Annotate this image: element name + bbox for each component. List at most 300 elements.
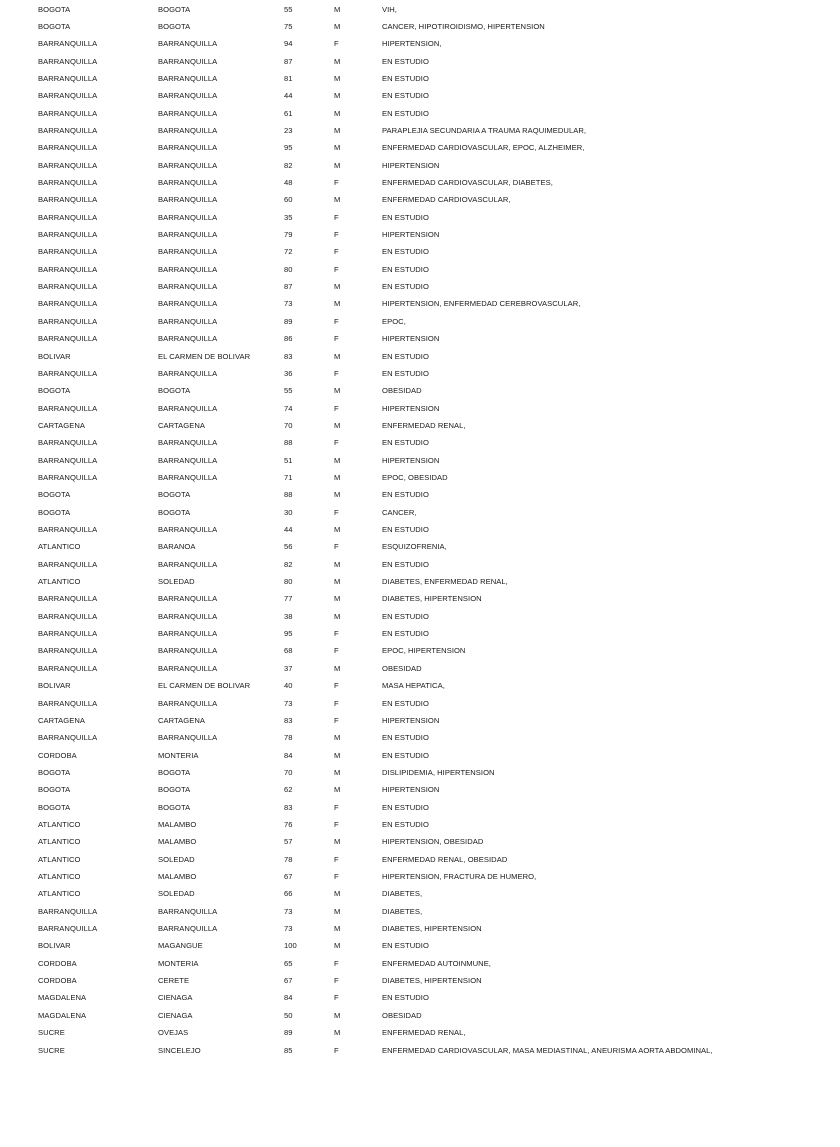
sexo-cell: M <box>334 785 341 795</box>
sexo-cell: F <box>334 958 339 968</box>
departamento-cell: BARRANQUILLA <box>38 56 98 66</box>
sexo-cell: F <box>334 264 339 274</box>
table-row <box>0 816 840 833</box>
municipio-cell: CARTAGENA <box>158 420 206 430</box>
sexo-cell: M <box>334 56 341 66</box>
diagnostico-cell: ENFERMEDAD CARDIOVASCULAR, <box>382 195 511 205</box>
table-row <box>0 521 840 538</box>
municipio-cell: SINCELEJO <box>158 1045 201 1055</box>
sexo-cell: M <box>334 108 341 118</box>
diagnostico-cell: DIABETES, ENFERMEDAD RENAL, <box>382 577 508 587</box>
edad-cell: 48 <box>284 178 293 187</box>
edad-cell: 70 <box>284 767 293 777</box>
table-row <box>0 573 840 590</box>
diagnostico-cell: ENFERMEDAD RENAL, OBESIDAD <box>382 854 508 864</box>
table-row <box>0 885 840 902</box>
sexo-cell: F <box>334 507 339 517</box>
sexo-cell: M <box>334 906 341 916</box>
departamento-cell: BOLIVAR <box>38 941 71 951</box>
table-row <box>0 486 840 503</box>
sexo-cell: F <box>334 230 339 240</box>
sexo-cell: M <box>334 750 341 760</box>
sexo-cell: F <box>334 698 339 708</box>
sexo-cell: F <box>334 247 339 257</box>
municipio-cell: BOGOTA <box>158 507 191 517</box>
edad-cell: 86 <box>284 334 293 344</box>
sexo-cell: M <box>334 490 341 500</box>
departamento-cell: BARRANQUILLA <box>38 247 98 257</box>
sexo-cell: F <box>334 819 339 829</box>
edad-cell: 40 <box>284 681 293 691</box>
departamento-cell: BOGOTA <box>38 386 71 396</box>
sexo-cell: F <box>334 681 339 691</box>
departamento-cell: BOGOTA <box>38 507 71 517</box>
municipio-cell: BARANOA <box>158 542 196 552</box>
sexo-cell: M <box>334 73 341 83</box>
departamento-cell: BARRANQUILLA <box>38 282 98 292</box>
edad-cell: 73 <box>284 924 293 934</box>
municipio-cell: BARRANQUILLA <box>158 91 218 101</box>
edad-cell: 75 <box>284 21 293 31</box>
diagnostico-cell: EN ESTUDIO <box>382 802 429 812</box>
municipio-cell: MAGANGUE <box>158 941 203 951</box>
municipio-cell: BARRANQUILLA <box>158 611 218 621</box>
sexo-cell: M <box>334 663 341 673</box>
table-row <box>0 452 840 469</box>
edad-cell: 73 <box>284 299 293 309</box>
municipio-cell: EL CARMEN DE BOLIVAR <box>158 681 251 691</box>
municipio-cell: BARRANQUILLA <box>158 334 218 344</box>
edad-cell: 66 <box>284 889 293 899</box>
sexo-cell: F <box>334 542 339 552</box>
table-row <box>0 157 840 174</box>
municipio-cell: BARRANQUILLA <box>158 195 218 205</box>
table-row <box>0 920 840 937</box>
diagnostico-cell: EPOC, OBESIDAD <box>382 472 448 482</box>
sexo-cell: F <box>334 334 339 344</box>
sexo-cell: M <box>334 21 341 31</box>
sexo-cell: F <box>334 438 339 448</box>
edad-cell: 65 <box>284 958 293 968</box>
edad-cell: 83 <box>284 715 293 725</box>
diagnostico-cell: EN ESTUDIO <box>382 733 429 743</box>
sexo-cell: F <box>334 993 339 1003</box>
departamento-cell: ATLANTICO <box>38 542 81 552</box>
municipio-cell: OVEJAS <box>158 1028 189 1038</box>
edad-cell: 88 <box>284 490 293 500</box>
sexo-cell: F <box>334 629 339 639</box>
departamento-cell: MAGDALENA <box>38 1010 87 1020</box>
table-row <box>0 764 840 781</box>
sexo-cell: F <box>334 854 339 864</box>
sexo-cell: M <box>334 160 341 170</box>
sexo-cell: F <box>334 178 339 187</box>
edad-cell: 95 <box>284 143 293 153</box>
sexo-cell: M <box>334 594 341 604</box>
municipio-cell: CIENAGA <box>158 1010 193 1020</box>
departamento-cell: BARRANQUILLA <box>38 455 98 465</box>
edad-cell: 56 <box>284 542 293 552</box>
diagnostico-cell: DIABETES, <box>382 889 423 899</box>
departamento-cell: BARRANQUILLA <box>38 629 98 639</box>
sexo-cell: M <box>334 577 341 587</box>
sexo-cell: M <box>334 420 341 430</box>
table-row <box>0 712 840 729</box>
diagnostico-cell: HIPERTENSION <box>382 785 440 795</box>
edad-cell: 100 <box>284 941 297 951</box>
edad-cell: 44 <box>284 91 293 101</box>
municipio-cell: BARRANQUILLA <box>158 264 218 274</box>
sexo-cell: F <box>334 872 339 881</box>
table-row <box>0 261 840 278</box>
edad-cell: 73 <box>284 906 293 916</box>
municipio-cell: CIENAGA <box>158 993 193 1003</box>
edad-cell: 23 <box>284 125 293 135</box>
table-row <box>0 695 840 712</box>
diagnostico-cell: HIPERTENSION <box>382 160 440 170</box>
municipio-cell: BARRANQUILLA <box>158 368 218 378</box>
municipio-cell: BARRANQUILLA <box>158 39 218 49</box>
diagnostico-cell: EN ESTUDIO <box>382 264 429 274</box>
municipio-cell: MONTERIA <box>158 750 199 760</box>
departamento-cell: BARRANQUILLA <box>38 334 98 344</box>
diagnostico-cell: ENFERMEDAD RENAL, <box>382 420 466 430</box>
diagnostico-cell: HIPERTENSION <box>382 334 440 344</box>
municipio-cell: BOGOTA <box>158 21 191 31</box>
table-row <box>0 868 840 885</box>
diagnostico-cell: CANCER, <box>382 507 417 517</box>
edad-cell: 55 <box>284 4 293 14</box>
departamento-cell: ATLANTICO <box>38 872 81 881</box>
edad-cell: 87 <box>284 56 293 66</box>
diagnostico-cell: EN ESTUDIO <box>382 282 429 292</box>
departamento-cell: BARRANQUILLA <box>38 663 98 673</box>
table-row <box>0 139 840 156</box>
municipio-cell: BARRANQUILLA <box>158 143 218 153</box>
diagnostico-cell: DIABETES, HIPERTENSION <box>382 976 482 986</box>
departamento-cell: CORDOBA <box>38 750 77 760</box>
departamento-cell: BARRANQUILLA <box>38 264 98 274</box>
departamento-cell: BOGOTA <box>38 490 71 500</box>
departamento-cell: MAGDALENA <box>38 993 87 1003</box>
diagnostico-cell: HIPERTENSION <box>382 455 440 465</box>
edad-cell: 50 <box>284 1010 293 1020</box>
municipio-cell: BARRANQUILLA <box>158 316 218 326</box>
table-row <box>0 469 840 486</box>
diagnostico-cell: HIPERTENSION <box>382 230 440 240</box>
municipio-cell: BOGOTA <box>158 386 191 396</box>
sexo-cell: M <box>334 941 341 951</box>
diagnostico-cell: EN ESTUDIO <box>382 525 429 534</box>
diagnostico-cell: EN ESTUDIO <box>382 438 429 448</box>
edad-cell: 68 <box>284 646 293 656</box>
municipio-cell: SOLEDAD <box>158 577 195 587</box>
edad-cell: 84 <box>284 750 293 760</box>
departamento-cell: CARTAGENA <box>38 420 86 430</box>
table-row <box>0 295 840 312</box>
diagnostico-cell: EN ESTUDIO <box>382 108 429 118</box>
table-row <box>0 747 840 764</box>
edad-cell: 95 <box>284 629 293 639</box>
municipio-cell: BARRANQUILLA <box>158 56 218 66</box>
departamento-cell: ATLANTICO <box>38 577 81 587</box>
edad-cell: 38 <box>284 611 293 621</box>
diagnostico-cell: EN ESTUDIO <box>382 819 429 829</box>
municipio-cell: BARRANQUILLA <box>158 247 218 257</box>
table-row <box>0 625 840 642</box>
edad-cell: 82 <box>284 160 293 170</box>
municipio-cell: BARRANQUILLA <box>158 403 218 413</box>
departamento-cell: BARRANQUILLA <box>38 178 98 187</box>
departamento-cell: BARRANQUILLA <box>38 160 98 170</box>
diagnostico-cell: EN ESTUDIO <box>382 368 429 378</box>
departamento-cell: SUCRE <box>38 1028 65 1038</box>
departamento-cell: ATLANTICO <box>38 837 81 847</box>
diagnostico-cell: CANCER, HIPOTIROIDISMO, HIPERTENSION <box>382 21 545 31</box>
departamento-cell: BARRANQUILLA <box>38 906 98 916</box>
edad-cell: 71 <box>284 472 293 482</box>
edad-cell: 87 <box>284 282 293 292</box>
edad-cell: 85 <box>284 1045 293 1055</box>
edad-cell: 36 <box>284 368 293 378</box>
diagnostico-cell: OBESIDAD <box>382 386 422 396</box>
edad-cell: 61 <box>284 108 293 118</box>
departamento-cell: BARRANQUILLA <box>38 438 98 448</box>
municipio-cell: BOGOTA <box>158 4 191 14</box>
municipio-cell: BARRANQUILLA <box>158 438 218 448</box>
municipio-cell: BARRANQUILLA <box>158 299 218 309</box>
edad-cell: 44 <box>284 525 293 534</box>
table-row <box>0 105 840 122</box>
table-row <box>0 70 840 87</box>
sexo-cell: M <box>334 525 341 534</box>
table-row <box>0 278 840 295</box>
departamento-cell: BOGOTA <box>38 802 71 812</box>
table-row <box>0 434 840 451</box>
municipio-cell: BARRANQUILLA <box>158 698 218 708</box>
sexo-cell: F <box>334 802 339 812</box>
departamento-cell: BOLIVAR <box>38 681 71 691</box>
diagnostico-cell: EN ESTUDIO <box>382 247 429 257</box>
diagnostico-cell: EN ESTUDIO <box>382 73 429 83</box>
diagnostico-cell: ENFERMEDAD AUTOINMUNE, <box>382 958 491 968</box>
departamento-cell: BOGOTA <box>38 785 71 795</box>
edad-cell: 89 <box>284 1028 293 1038</box>
municipio-cell: EL CARMEN DE BOLIVAR <box>158 351 251 361</box>
departamento-cell: CARTAGENA <box>38 715 86 725</box>
table-row <box>0 209 840 226</box>
edad-cell: 73 <box>284 698 293 708</box>
sexo-cell: M <box>334 924 341 934</box>
sexo-cell: F <box>334 403 339 413</box>
diagnostico-cell: EN ESTUDIO <box>382 212 429 222</box>
diagnostico-cell: EPOC, <box>382 316 406 326</box>
departamento-cell: CORDOBA <box>38 976 77 986</box>
sexo-cell: F <box>334 715 339 725</box>
diagnostico-cell: OBESIDAD <box>382 1010 422 1020</box>
table-row <box>0 1 840 18</box>
edad-cell: 82 <box>284 559 293 569</box>
diagnostico-cell: EN ESTUDIO <box>382 750 429 760</box>
departamento-cell: BARRANQUILLA <box>38 525 98 534</box>
table-row <box>0 191 840 208</box>
municipio-cell: SOLEDAD <box>158 889 195 899</box>
municipio-cell: BOGOTA <box>158 490 191 500</box>
municipio-cell: BARRANQUILLA <box>158 212 218 222</box>
sexo-cell: M <box>334 195 341 205</box>
table-row <box>0 1007 840 1024</box>
table-row <box>0 400 840 417</box>
table-row <box>0 330 840 347</box>
municipio-cell: BARRANQUILLA <box>158 733 218 743</box>
municipio-cell: BOGOTA <box>158 802 191 812</box>
table-row <box>0 729 840 746</box>
departamento-cell: ATLANTICO <box>38 854 81 864</box>
sexo-cell: M <box>334 733 341 743</box>
diagnostico-cell: EN ESTUDIO <box>382 629 429 639</box>
edad-cell: 72 <box>284 247 293 257</box>
edad-cell: 55 <box>284 386 293 396</box>
table-row <box>0 365 840 382</box>
table-row <box>0 226 840 243</box>
edad-cell: 70 <box>284 420 293 430</box>
departamento-cell: BARRANQUILLA <box>38 143 98 153</box>
edad-cell: 83 <box>284 802 293 812</box>
municipio-cell: BARRANQUILLA <box>158 178 218 187</box>
table-row <box>0 937 840 954</box>
municipio-cell: BARRANQUILLA <box>158 455 218 465</box>
table-row <box>0 903 840 920</box>
edad-cell: 74 <box>284 403 293 413</box>
edad-cell: 35 <box>284 212 293 222</box>
table-row <box>0 243 840 260</box>
sexo-cell: M <box>334 299 341 309</box>
diagnostico-cell: HIPERTENSION, ENFERMEDAD CEREBROVASCULAR, <box>382 299 581 309</box>
edad-cell: 57 <box>284 837 293 847</box>
departamento-cell: CORDOBA <box>38 958 77 968</box>
edad-cell: 89 <box>284 316 293 326</box>
diagnostico-cell: ENFERMEDAD CARDIOVASCULAR, DIABETES, <box>382 178 553 187</box>
departamento-cell: BARRANQUILLA <box>38 733 98 743</box>
diagnostico-cell: EN ESTUDIO <box>382 490 429 500</box>
sexo-cell: F <box>334 368 339 378</box>
municipio-cell: BARRANQUILLA <box>158 125 218 135</box>
edad-cell: 77 <box>284 594 293 604</box>
municipio-cell: BARRANQUILLA <box>158 525 218 534</box>
departamento-cell: BARRANQUILLA <box>38 611 98 621</box>
municipio-cell: BARRANQUILLA <box>158 472 218 482</box>
municipio-cell: BARRANQUILLA <box>158 629 218 639</box>
departamento-cell: BARRANQUILLA <box>38 91 98 101</box>
departamento-cell: BARRANQUILLA <box>38 924 98 934</box>
diagnostico-cell: EN ESTUDIO <box>382 698 429 708</box>
departamento-cell: BARRANQUILLA <box>38 73 98 83</box>
departamento-cell: BARRANQUILLA <box>38 108 98 118</box>
sexo-cell: M <box>334 351 341 361</box>
diagnostico-cell: DISLIPIDEMIA, HIPERTENSION <box>382 767 495 777</box>
sexo-cell: F <box>334 1045 339 1055</box>
edad-cell: 81 <box>284 73 293 83</box>
edad-cell: 78 <box>284 733 293 743</box>
departamento-cell: BOLIVAR <box>38 351 71 361</box>
departamento-cell: ATLANTICO <box>38 819 81 829</box>
table-row <box>0 556 840 573</box>
edad-cell: 37 <box>284 663 293 673</box>
municipio-cell: BARRANQUILLA <box>158 73 218 83</box>
table-row <box>0 538 840 555</box>
table-row <box>0 1024 840 1041</box>
sexo-cell: M <box>334 472 341 482</box>
diagnostico-cell: MASA HEPATICA, <box>382 681 445 691</box>
table-row <box>0 53 840 70</box>
table-row <box>0 833 840 850</box>
diagnostico-cell: EN ESTUDIO <box>382 351 429 361</box>
edad-cell: 30 <box>284 507 293 517</box>
departamento-cell: BARRANQUILLA <box>38 195 98 205</box>
table-row <box>0 590 840 607</box>
diagnostico-cell: OBESIDAD <box>382 663 422 673</box>
municipio-cell: BARRANQUILLA <box>158 160 218 170</box>
diagnostico-cell: ESQUIZOFRENIA, <box>382 542 447 552</box>
edad-cell: 83 <box>284 351 293 361</box>
edad-cell: 94 <box>284 39 293 49</box>
table-row <box>0 642 840 659</box>
table-row <box>0 781 840 798</box>
sexo-cell: M <box>334 889 341 899</box>
table-row <box>0 955 840 972</box>
sexo-cell: M <box>334 837 341 847</box>
diagnostico-cell: DIABETES, <box>382 906 423 916</box>
table-row <box>0 608 840 625</box>
departamento-cell: BARRANQUILLA <box>38 39 98 49</box>
departamento-cell: BARRANQUILLA <box>38 559 98 569</box>
diagnostico-cell: VIH, <box>382 4 397 14</box>
diagnostico-cell: EN ESTUDIO <box>382 56 429 66</box>
departamento-cell: BARRANQUILLA <box>38 125 98 135</box>
table-row <box>0 799 840 816</box>
sexo-cell: M <box>334 4 341 14</box>
edad-cell: 78 <box>284 854 293 864</box>
diagnostico-cell: DIABETES, HIPERTENSION <box>382 924 482 934</box>
departamento-cell: BARRANQUILLA <box>38 212 98 222</box>
table-row <box>0 989 840 1006</box>
sexo-cell: M <box>334 455 341 465</box>
departamento-cell: ATLANTICO <box>38 889 81 899</box>
municipio-cell: MALAMBO <box>158 819 197 829</box>
municipio-cell: BARRANQUILLA <box>158 906 218 916</box>
sexo-cell: M <box>334 1028 341 1038</box>
table-row <box>0 35 840 52</box>
municipio-cell: BARRANQUILLA <box>158 663 218 673</box>
sexo-cell: F <box>334 39 339 49</box>
departamento-cell: BARRANQUILLA <box>38 316 98 326</box>
sexo-cell: M <box>334 282 341 292</box>
table-row <box>0 851 840 868</box>
municipio-cell: SOLEDAD <box>158 854 195 864</box>
table-row <box>0 122 840 139</box>
diagnostico-cell: ENFERMEDAD CARDIOVASCULAR, EPOC, ALZHEIMER, <box>382 143 585 153</box>
departamento-cell: BOGOTA <box>38 767 71 777</box>
edad-cell: 60 <box>284 195 293 205</box>
departamento-cell: BARRANQUILLA <box>38 230 98 240</box>
departamento-cell: BARRANQUILLA <box>38 594 98 604</box>
municipio-cell: BARRANQUILLA <box>158 230 218 240</box>
municipio-cell: MALAMBO <box>158 837 197 847</box>
table-row <box>0 382 840 399</box>
municipio-cell: MALAMBO <box>158 872 197 881</box>
table-row <box>0 1042 840 1059</box>
diagnostico-cell: EN ESTUDIO <box>382 611 429 621</box>
